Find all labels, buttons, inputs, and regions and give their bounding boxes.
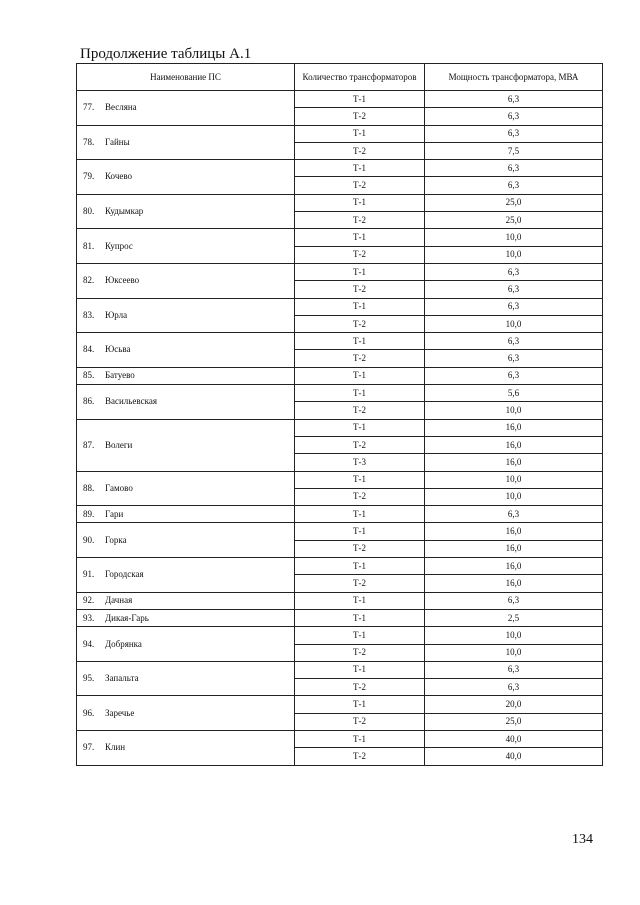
transformer-power-cell: 10,0 (425, 246, 603, 263)
substation-number: 88. (83, 482, 95, 493)
transformer-id-cell: Т-1 (295, 160, 425, 177)
substation-name-cell (77, 385, 295, 420)
header-transformer-count: Количество трансформаторов (295, 64, 425, 91)
substation-name-cell (77, 298, 295, 333)
substation-name-cell (77, 91, 295, 126)
transformer-id-cell: Т-2 (295, 246, 425, 263)
table-caption: Продолжение таблицы А.1 (80, 46, 252, 62)
table-row (77, 298, 603, 315)
table-row (77, 730, 603, 747)
transformer-id-cell: Т-2 (295, 212, 425, 229)
substation-name: Гамово (105, 482, 133, 493)
substation-number: 77. (83, 102, 95, 113)
transformer-power-cell: 6,3 (425, 592, 603, 609)
transformer-power-cell: 7,5 (425, 142, 603, 159)
transformer-id-cell: Т-1 (295, 730, 425, 747)
transformer-id-cell: Т-1 (295, 558, 425, 575)
transformer-power-cell: 6,3 (425, 506, 603, 523)
substation-name: Горка (105, 534, 127, 545)
substation-name: Гайны (105, 136, 130, 147)
transformer-power-cell: 25,0 (425, 194, 603, 211)
transformer-id-cell: Т-1 (295, 627, 425, 644)
transformer-power-cell: 10,0 (425, 229, 603, 246)
table-row (77, 419, 603, 436)
transformer-power-cell: 40,0 (425, 748, 603, 765)
transformer-id-cell: Т-2 (295, 108, 425, 125)
transformer-id-cell: Т-1 (295, 91, 425, 108)
substation-number: 92. (83, 595, 95, 606)
substation-name-cell (77, 229, 295, 264)
table-row (77, 385, 603, 402)
transformer-id-cell: Т-1 (295, 592, 425, 609)
substation-name-cell (77, 523, 295, 558)
substation-number: 94. (83, 638, 95, 649)
transformer-id-cell: Т-2 (295, 679, 425, 696)
table-row (77, 696, 603, 713)
substation-name-cell (77, 609, 295, 626)
substation-number: 91. (83, 569, 95, 580)
transformer-id-cell: Т-1 (295, 229, 425, 246)
substation-number: 90. (83, 534, 95, 545)
substation-name-cell (77, 696, 295, 731)
transformer-id-cell: Т-2 (295, 713, 425, 730)
substation-name-cell (77, 627, 295, 662)
transformer-id-cell: Т-1 (295, 125, 425, 142)
substation-number: 86. (83, 396, 95, 407)
transformer-id-cell: Т-1 (295, 333, 425, 350)
transformer-power-cell: 16,0 (425, 558, 603, 575)
transformer-id-cell: Т-3 (295, 454, 425, 471)
table-row (77, 609, 603, 626)
table-row (77, 627, 603, 644)
transformer-id-cell: Т-1 (295, 385, 425, 402)
table-row (77, 506, 603, 523)
substation-number: 89. (83, 508, 95, 519)
transformer-power-cell: 6,3 (425, 281, 603, 298)
transformer-power-cell: 6,3 (425, 108, 603, 125)
transformer-id-cell: Т-2 (295, 177, 425, 194)
transformer-power-cell: 2,5 (425, 609, 603, 626)
transformer-table (76, 63, 603, 766)
table-row (77, 333, 603, 350)
transformer-id-cell: Т-1 (295, 661, 425, 678)
transformer-id-cell: Т-2 (295, 748, 425, 765)
substation-name: Кудымкар (105, 206, 144, 217)
table-row (77, 558, 603, 575)
substation-name: Добрянка (105, 638, 142, 649)
substation-number: 84. (83, 344, 95, 355)
transformer-power-cell: 10,0 (425, 627, 603, 644)
transformer-power-cell: 16,0 (425, 540, 603, 557)
transformer-power-cell: 10,0 (425, 644, 603, 661)
substation-name-cell (77, 730, 295, 765)
table-row (77, 592, 603, 609)
transformer-power-cell: 6,3 (425, 367, 603, 384)
transformer-id-cell: Т-2 (295, 350, 425, 367)
substation-number: 83. (83, 309, 95, 320)
transformer-power-cell: 16,0 (425, 523, 603, 540)
page-number: 134 (572, 832, 593, 847)
substation-name-cell (77, 333, 295, 368)
table-row (77, 160, 603, 177)
transformer-power-cell: 25,0 (425, 212, 603, 229)
substation-number: 82. (83, 275, 95, 286)
substation-name: Волеги (105, 439, 133, 450)
transformer-power-cell: 6,3 (425, 177, 603, 194)
substation-name: Дачная (105, 595, 133, 606)
table-row (77, 471, 603, 488)
substation-name: Запальта (105, 673, 139, 684)
transformer-power-cell: 16,0 (425, 454, 603, 471)
substation-name: Клин (105, 742, 126, 753)
transformer-power-cell: 10,0 (425, 471, 603, 488)
table-row (77, 523, 603, 540)
substation-number: 93. (83, 612, 95, 623)
substation-name: Юксеево (105, 275, 140, 286)
transformer-power-cell: 5,6 (425, 385, 603, 402)
substation-name: Гари (105, 508, 124, 519)
substation-number: 79. (83, 171, 95, 182)
transformer-id-cell: Т-2 (295, 281, 425, 298)
transformer-power-cell: 6,3 (425, 298, 603, 315)
transformer-id-cell: Т-2 (295, 402, 425, 419)
table-row (77, 661, 603, 678)
substation-name-cell (77, 367, 295, 384)
substation-name: Купрос (105, 240, 133, 251)
substation-number: 78. (83, 136, 95, 147)
transformer-id-cell: Т-1 (295, 506, 425, 523)
substation-name: Дикая-Гарь (105, 612, 149, 623)
transformer-power-cell: 6,3 (425, 661, 603, 678)
transformer-power-cell: 10,0 (425, 488, 603, 505)
substation-number: 87. (83, 439, 95, 450)
table-row (77, 263, 603, 280)
transformer-id-cell: Т-1 (295, 523, 425, 540)
transformer-power-cell: 6,3 (425, 125, 603, 142)
transformer-power-cell: 6,3 (425, 350, 603, 367)
substation-name: Юсьва (105, 344, 131, 355)
substation-number: 80. (83, 206, 95, 217)
transformer-power-cell: 6,3 (425, 91, 603, 108)
substation-name-cell (77, 506, 295, 523)
transformer-id-cell: Т-2 (295, 142, 425, 159)
substation-name-cell (77, 194, 295, 229)
substation-number: 81. (83, 240, 95, 251)
transformer-id-cell: Т-1 (295, 471, 425, 488)
transformer-power-cell: 10,0 (425, 315, 603, 332)
transformer-id-cell: Т-1 (295, 696, 425, 713)
table-row (77, 194, 603, 211)
transformer-power-cell: 10,0 (425, 402, 603, 419)
transformer-id-cell: Т-2 (295, 315, 425, 332)
substation-name: Васильевская (105, 396, 157, 407)
header-substation-name: Наименование ПС (77, 64, 295, 91)
transformer-id-cell: Т-1 (295, 194, 425, 211)
table-row (77, 91, 603, 108)
header-transformer-power: Мощность трансформатора, МВА (425, 64, 603, 91)
table-body (77, 91, 603, 766)
substation-name: Весляна (105, 102, 137, 113)
substation-name: Батуево (105, 370, 135, 381)
transformer-power-cell: 16,0 (425, 419, 603, 436)
transformer-power-cell: 20,0 (425, 696, 603, 713)
transformer-power-cell: 6,3 (425, 263, 603, 280)
transformer-id-cell: Т-1 (295, 367, 425, 384)
table-header-row (77, 64, 603, 91)
transformer-power-cell: 25,0 (425, 713, 603, 730)
substation-number: 95. (83, 673, 95, 684)
substation-name-cell (77, 471, 295, 506)
transformer-power-cell: 16,0 (425, 436, 603, 453)
transformer-power-cell: 6,3 (425, 679, 603, 696)
transformer-id-cell: Т-2 (295, 436, 425, 453)
substation-name-cell (77, 263, 295, 298)
table-row (77, 367, 603, 384)
substation-name-cell (77, 592, 295, 609)
substation-name: Юрла (105, 309, 128, 320)
transformer-id-cell: Т-2 (295, 488, 425, 505)
transformer-power-cell: 16,0 (425, 575, 603, 592)
substation-name-cell (77, 419, 295, 471)
transformer-id-cell: Т-2 (295, 644, 425, 661)
substation-number: 96. (83, 707, 95, 718)
substation-name-cell (77, 558, 295, 593)
substation-name-cell (77, 125, 295, 160)
substation-number: 85. (83, 370, 95, 381)
substation-name: Кочево (105, 171, 133, 182)
substation-name-cell (77, 661, 295, 696)
substation-name-cell (77, 160, 295, 195)
table-row (77, 229, 603, 246)
substation-name: Заречье (105, 707, 135, 718)
substation-number: 97. (83, 742, 95, 753)
transformer-id-cell: Т-1 (295, 298, 425, 315)
transformer-id-cell: Т-2 (295, 575, 425, 592)
transformer-id-cell: Т-1 (295, 419, 425, 436)
transformer-id-cell: Т-1 (295, 263, 425, 280)
transformer-power-cell: 6,3 (425, 160, 603, 177)
transformer-id-cell: Т-2 (295, 540, 425, 557)
transformer-power-cell: 40,0 (425, 730, 603, 747)
table-row (77, 125, 603, 142)
substation-name: Городская (105, 569, 144, 580)
transformer-id-cell: Т-1 (295, 609, 425, 626)
transformer-power-cell: 6,3 (425, 333, 603, 350)
